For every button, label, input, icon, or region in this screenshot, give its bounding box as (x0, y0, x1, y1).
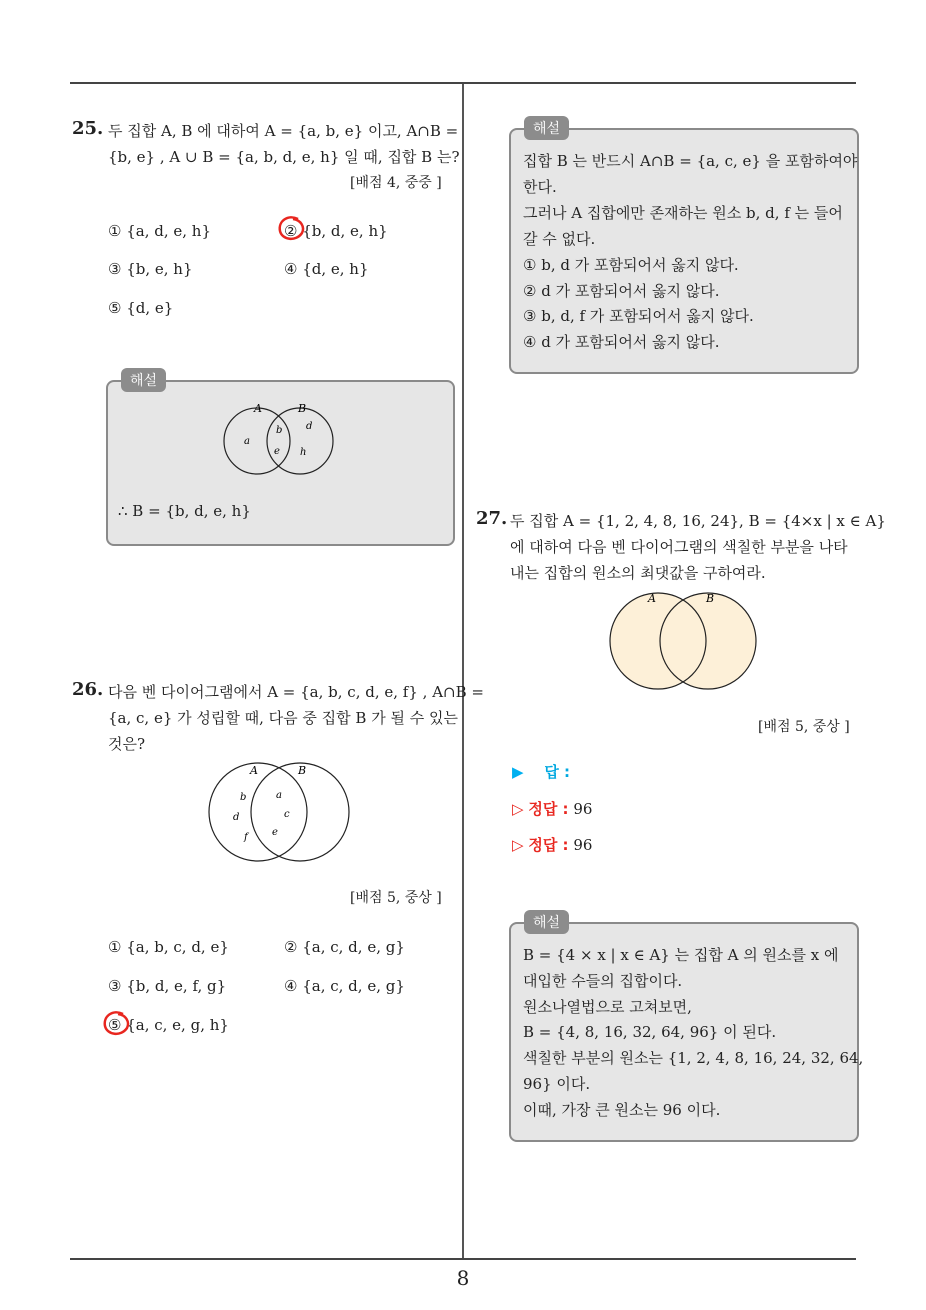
q27-explain-line-3: 원소나열법으로 고쳐보면, (523, 998, 692, 1016)
q27-explain-line-7: 이때, 가장 큰 원소는 96 이다. (523, 1101, 721, 1119)
q27-explain-line-5: 색칠한 부분의 원소는 {1, 2, 4, 8, 16, 24, 32, 64, (523, 1049, 864, 1067)
q25-choice-4[interactable]: ④ {d, e, h} (284, 260, 369, 278)
q26-explain-line-8: ④ d 가 포함되어서 옳지 않다. (523, 333, 720, 351)
q25-choice-5[interactable]: ⑤ {d, e} (108, 299, 174, 317)
q26-choice-2[interactable]: ② {a, c, d, e, g} (284, 938, 405, 956)
q26-explain-line-2: 한다. (523, 178, 557, 196)
q27-text-line2: 에 대하여 다음 벤 다이어그램의 색칠한 부분을 나타 (510, 538, 848, 556)
q25-answer-circle-mark (274, 213, 308, 245)
q26-venn-elem-d: d (233, 812, 240, 823)
q26-venn-elem-b: b (240, 792, 247, 803)
q25-venn-elem-b: b (276, 425, 283, 436)
q25-venn-elem-h: h (300, 447, 307, 458)
q26-venn-diagram (200, 760, 360, 862)
q27-number: 27. (476, 508, 508, 529)
q26-explain-line-3: 그러나 A 집합에만 존재하는 원소 b, d, f 는 들어 (523, 204, 843, 222)
q26-explain-line-7: ③ b, d, f 가 포함되어서 옳지 않다. (523, 307, 754, 325)
q26-explain-line-1: 집합 B 는 반드시 A∩B = {a, c, e} 을 포함하여야 (523, 152, 858, 170)
q26-venn-elem-c: c (284, 809, 290, 820)
q25-venn-elem-a: a (244, 436, 250, 447)
q25-explain-tag: 해설 (121, 368, 166, 392)
q26-choice-3[interactable]: ③ {b, d, e, f, g} (108, 977, 227, 995)
q26-venn-label-b: B (298, 764, 307, 777)
q26-venn-elem-e: e (272, 827, 278, 838)
page-number: 8 (456, 1266, 470, 1290)
q27-correct-value-2: 96 (573, 836, 593, 854)
q27-correct-label-1: 정답 : (528, 800, 569, 818)
q27-explain-line-2: 대입한 수들의 집합이다. (523, 972, 683, 990)
q25-choice-1[interactable]: ① {a, d, e, h} (108, 222, 211, 240)
q25-text-line2: {b, e} , A ∪ B = {a, b, d, e, h} 일 때, 집합 B 는? (108, 148, 460, 166)
q26-venn-elem-a: a (276, 790, 282, 801)
q26-venn-label-a: A (250, 764, 258, 777)
q26-explain-tag: 해설 (524, 116, 569, 140)
q27-explain-line-1: B = {4 × x | x ∈ A} 는 집합 A 의 원소를 x 에 (523, 946, 839, 964)
q26-text-line1: 다음 벤 다이어그램에서 A = {a, b, c, d, e, f} , A∩B = (108, 683, 484, 701)
q25-venn-label-b: B (298, 402, 307, 415)
q25-venn-elem-e: e (274, 446, 280, 457)
q26-answer-circle-mark (99, 1008, 133, 1040)
q27-explain-line-4: B = {4, 8, 16, 32, 64, 96} 이 된다. (523, 1023, 777, 1041)
q27-venn-diagram (602, 588, 766, 692)
q25-venn-elem-d: d (306, 421, 313, 432)
q27-answer-label: 답 : (544, 763, 571, 781)
q27-venn-label-a: A (648, 592, 656, 605)
q27-venn-label-b: B (706, 592, 715, 605)
q25-choice-2[interactable]: ② {b, d, e, h} (284, 222, 388, 240)
q26-choice-4[interactable]: ④ {a, c, d, e, g} (284, 977, 405, 995)
q27-text-line3: 내는 집합의 원소의 최댓값을 구하여라. (510, 564, 766, 582)
q27-text-line1: 두 집합 A = {1, 2, 4, 8, 16, 24}, B = {4×x | x ∈ A} (510, 512, 886, 530)
q26-text-line2: {a, c, e} 가 성립할 때, 다음 중 집합 B 가 될 수 있는 (108, 709, 458, 727)
outline-triangle-icon: ▷ (512, 800, 524, 818)
q25-text-line1: 두 집합 A, B 에 대하여 A = {a, b, e} 이고, A∩B = (108, 122, 459, 140)
q25-number: 25. (72, 118, 104, 139)
q27-explain-line-6: 96} 이다. (523, 1075, 591, 1093)
q25-venn-diagram (210, 398, 350, 480)
column-divider (462, 84, 464, 1259)
q25-score-meta: [배점 4, 중중 ] (350, 175, 442, 191)
q27-correct-label-2: 정답 : (528, 836, 569, 854)
q26-choice-1[interactable]: ① {a, b, c, d, e} (108, 938, 229, 956)
q26-score-meta: [배점 5, 중상 ] (350, 890, 442, 906)
q26-text-line3: 것은? (108, 735, 146, 753)
q26-explain-line-4: 갈 수 없다. (523, 230, 596, 248)
q25-venn-circle-b (267, 408, 333, 474)
q26-explain-line-6: ② d 가 포함되어서 옳지 않다. (523, 282, 720, 300)
q27-score-meta: [배점 5, 중상 ] (758, 719, 850, 735)
q26-venn-circle-b (251, 763, 349, 861)
q25-venn-circle-a (224, 408, 290, 474)
q26-venn-elem-f: f (244, 832, 248, 843)
q25-venn-label-a: A (254, 402, 262, 415)
q26-venn-circle-a (209, 763, 307, 861)
q25-explain-result: ∴ B = {b, d, e, h} (118, 502, 251, 520)
q27-correct-row-2 (512, 834, 592, 855)
answer-triangle-icon: ▶ (512, 763, 524, 781)
q26-choice-5[interactable]: ⑤ {a, c, e, g, h} (108, 1016, 229, 1034)
outline-triangle-icon: ▷ (512, 836, 524, 854)
q27-answer-row (512, 761, 570, 782)
q27-correct-row-1 (512, 798, 592, 819)
q27-correct-value-1: 96 (573, 800, 593, 818)
q27-explain-tag: 해설 (524, 910, 569, 934)
q25-choice-3[interactable]: ③ {b, e, h} (108, 260, 193, 278)
q26-explain-line-5: ① b, d 가 포함되어서 옳지 않다. (523, 256, 739, 274)
bottom-rule (70, 1258, 856, 1260)
q26-number: 26. (72, 679, 104, 700)
